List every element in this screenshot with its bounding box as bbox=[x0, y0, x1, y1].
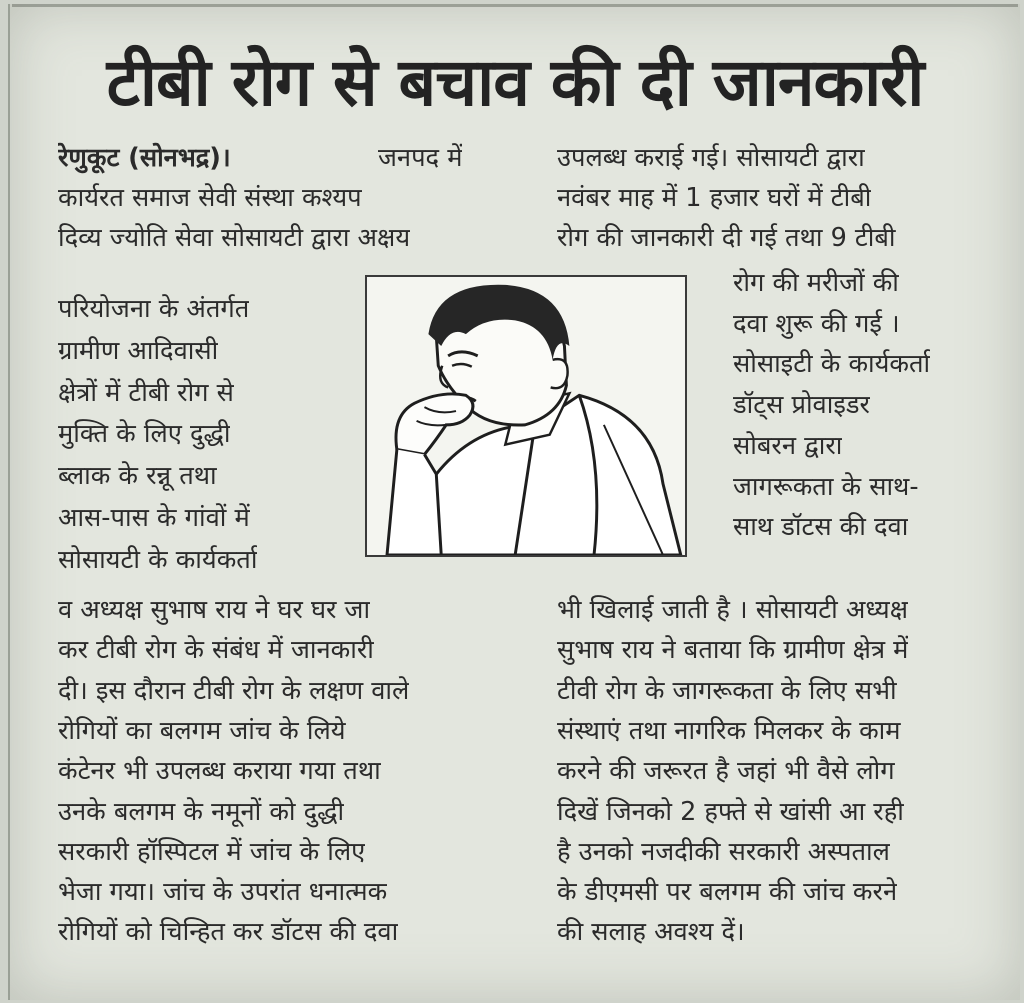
col2-narrow-line: जागरूकता के साथ- bbox=[733, 472, 919, 502]
col1-narrow-line: ग्रामीण आदिवासी bbox=[58, 336, 219, 366]
col2-bottom-line: करने की जरूरत है जहां भी वैसे लोग bbox=[557, 756, 895, 786]
col1-bottom-line: कंटेनर भी उपलब्ध कराया गया तथा bbox=[58, 756, 381, 786]
top-rule bbox=[12, 4, 1018, 7]
dateline: रेणुकूट (सोनभद्र)। bbox=[58, 143, 231, 173]
col2-narrow-line: सोसाइटी के कार्यकर्ता bbox=[733, 349, 931, 379]
col2-top-line: उपलब्ध कराई गई। सोसायटी द्वारा bbox=[557, 143, 865, 173]
col2-bottom-line: संस्थाएं तथा नागरिक मिलकर के काम bbox=[557, 716, 901, 746]
col1-top-line: दिव्य ज्योति सेवा सोसायटी द्वारा अक्षय bbox=[58, 223, 411, 253]
col2-top-line: नवंबर माह में 1 हजार घरों में टीबी bbox=[557, 183, 872, 213]
col2-bottom-line: टीवी रोग के जागरूकता के लिए सभी bbox=[557, 676, 897, 706]
col1-narrow-line: क्षेत्रों में टीबी रोग से bbox=[58, 378, 234, 408]
headline: टीबी रोग से बचाव की दी जानकारी bbox=[106, 44, 924, 121]
col1-narrow-line: ब्लाक के रन्नू तथा bbox=[58, 461, 217, 491]
col2-bottom-line: सुभाष राय ने बताया कि ग्रामीण क्षेत्र में bbox=[557, 635, 909, 665]
col2-top-line: रोग की जानकारी दी गई तथा 9 टीबी bbox=[557, 223, 896, 253]
col1-narrow-line: परियोजना के अंतर्गत bbox=[58, 294, 250, 324]
illustration-drawing bbox=[367, 277, 685, 555]
col1-top-line: कार्यरत समाज सेवी संस्था कश्यप bbox=[58, 183, 362, 213]
col2-bottom-line: के डीएमसी पर बलगम की जांच करने bbox=[557, 877, 898, 907]
col2-narrow-line: डॉट्स प्रोवाइडर bbox=[733, 390, 870, 420]
col1-bottom-line: व अध्यक्ष सुभाष राय ने घर घर जा bbox=[58, 595, 371, 625]
col1-narrow-line: आस-पास के गांवों में bbox=[58, 503, 250, 533]
coughing-man-illustration bbox=[365, 275, 687, 557]
col1-narrow-line: मुक्ति के लिए दुद्धी bbox=[58, 419, 231, 449]
col2-bottom-line: भी खिलाई जाती है । सोसायटी अध्यक्ष bbox=[557, 595, 908, 625]
col1-bottom-line: रोगियों का बलगम जांच के लिये bbox=[58, 716, 346, 746]
col2-narrow-line: रोग की मरीजों की bbox=[733, 268, 899, 298]
col1-bottom-line: भेजा गया। जांच के उपरांत धनात्मक bbox=[58, 877, 388, 907]
col2-bottom-line: की सलाह अवश्य दें। bbox=[557, 917, 745, 947]
col1-narrow-line: सोसायटी के कार्यकर्ता bbox=[58, 545, 258, 575]
col2-narrow-line: सोबरन द्वारा bbox=[733, 431, 843, 461]
col1-bottom-line: कर टीबी रोग के संबंध में जानकारी bbox=[58, 635, 374, 665]
col1-bottom-line: सरकारी हॉस्पिटल में जांच के लिए bbox=[58, 837, 366, 867]
col2-bottom-line: दिखें जिनको 2 हफ्ते से खांसी आ रही bbox=[557, 797, 904, 827]
col1-bottom-line: दी। इस दौरान टीबी रोग के लक्षण वाले bbox=[58, 676, 410, 706]
col2-narrow-line: साथ डॉटस की दवा bbox=[733, 512, 909, 542]
col2-narrow-line: दवा शुरू की गई । bbox=[733, 309, 900, 339]
col2-bottom-line: है उनको नजदीकी सरकारी अस्पताल bbox=[557, 837, 890, 867]
col1-bottom-line: उनके बलगम के नमूनों को दुद्धी bbox=[58, 797, 345, 827]
col1-line-1-rest: जनपद में bbox=[378, 143, 463, 173]
col1-bottom-line: रोगियों को चिन्हित कर डॉटस की दवा bbox=[58, 917, 399, 947]
